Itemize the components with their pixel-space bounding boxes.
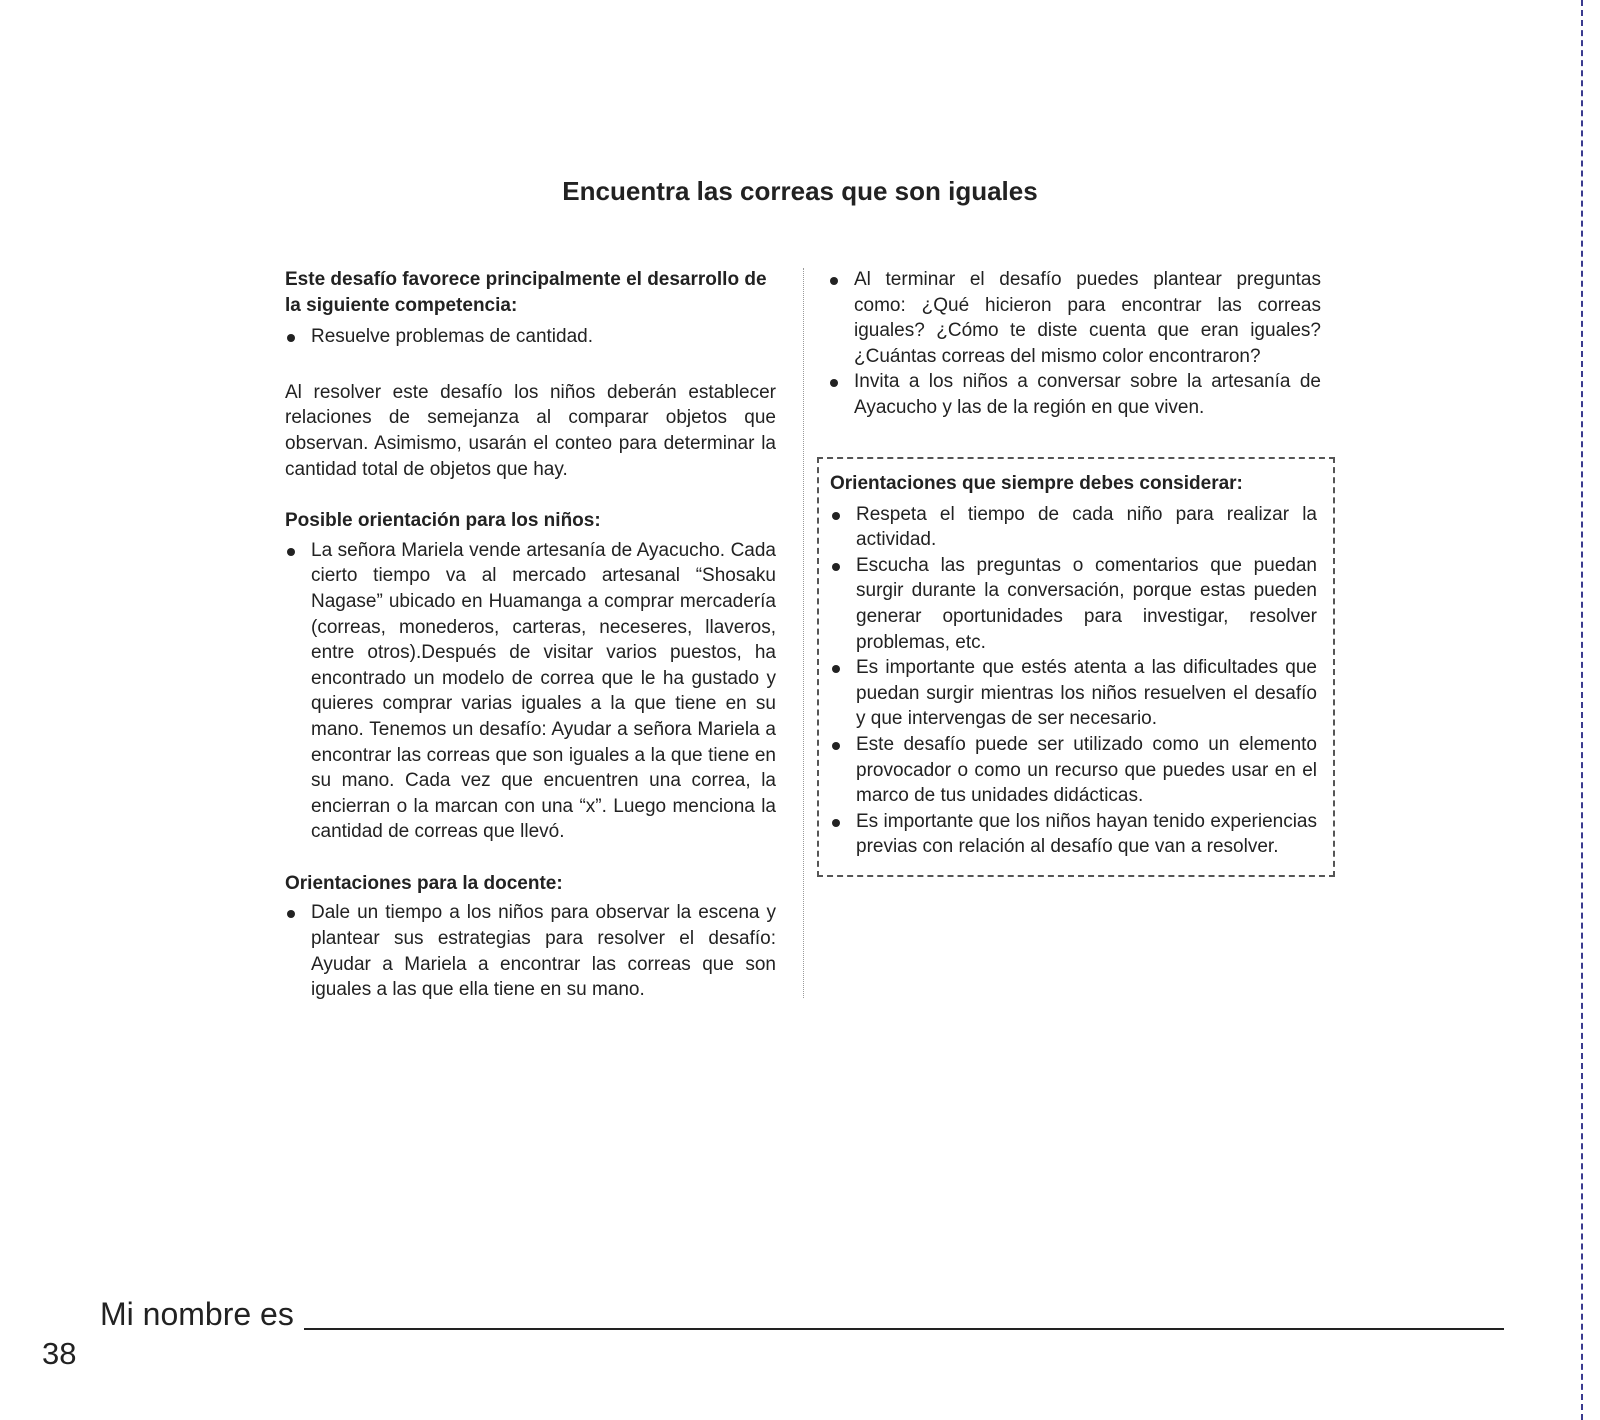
intro-paragraph: Al resolver este desafío los niños deberán establecer relaciones de semejanza al comparar objetos que observan. Asimismo, usarán el conteo para determinar la cantidad total de objetos que hay. [285,381,776,480]
bullet-icon [832,665,840,673]
bullet-icon [832,563,840,571]
kids-heading: Posible orientación para los niños: [285,510,601,532]
bullet-icon [287,548,295,556]
list-item: Es importante que estés atenta a las dificultades que puedan surgir mientras los niños resuelven el desafío y que intervengas de ser necesario. [830,655,1317,732]
bullet-icon [832,819,840,827]
bullet-icon [287,334,295,342]
bullet-icon [287,910,295,918]
list-item: Al terminar el desafío puedes plantear preguntas como: ¿Qué hicieron para encontrar las correas iguales? ¿Cómo te diste cuenta que eran iguales? ¿Cuántas correas del mismo color encontraron? [828,267,1321,369]
competency-heading: Este desafío favorece principalmente el desarrollo de la siguiente competencia: [285,269,767,316]
guidelines-box [817,457,1335,877]
guidelines-list [830,502,1317,860]
list-item: La señora Mariela vende artesanía de Ayacucho. Cada cierto tiempo va al mercado artesanal “Shosaku Nagase” ubicado en Huamanga a comprar mercadería (correas, monederos, carteras, neceseres, llaveros, entre otros).Después de visitar varios puestos, ha encontrado un modelo de correa que le ha gustado y quieres comprar varias iguales a la que tiene en su mano. Tenemos un desafío: Ayudar a señora Mariela a encontrar las correas que son iguales a la que tiene en su mano. Cada vez que encuentren una correa, la encierran o la marcan con una “x”. Luego menciona la cantidad de correas que llevó. [285,538,776,845]
teacher-heading: Orientaciones para la docente: [285,872,563,894]
bullet-icon [832,742,840,750]
bullet-icon [830,379,838,387]
page-number: 38 [42,1336,77,1371]
bullet-icon [832,512,840,520]
list-item: Escucha las preguntas o comentarios que puedan surgir durante la conversación, porque estas pueden generar oportunidades para investigar, resolver problemas, etc. [830,553,1317,655]
kids-list [285,538,776,845]
name-write-line[interactable] [304,1328,1504,1330]
list-item: Dale un tiempo a los niños para observar la escena y plantear sus estrategias para resolver el desafío: Ayudar a Mariela a encontrar las correas que son iguales a las que ella tiene en su mano. [285,900,776,1002]
list-item: Es importante que los niños hayan tenido experiencias previas con relación al desafío que van a resolver. [830,809,1317,860]
name-label: Mi nombre es [100,1296,294,1332]
guidelines-heading: Orientaciones que siempre debes considerar: [830,473,1243,494]
cut-line [1581,0,1583,1420]
right-list [828,267,1321,421]
list-item: Invita a los niños a conversar sobre la artesanía de Ayacucho y las de la región en que viven. [828,369,1321,420]
teacher-list [285,900,776,1002]
list-item: Respeta el tiempo de cada niño para realizar la actividad. [830,502,1317,553]
left-column [285,267,776,1003]
column-divider [803,268,804,998]
bullet-icon [830,277,838,285]
competency-list [285,324,776,350]
page-title: Encuentra las correas que son iguales [562,176,1038,206]
right-column [828,267,1321,421]
list-item: Resuelve problemas de cantidad. [285,324,776,350]
list-item: Este desafío puede ser utilizado como un elemento provocador o como un recurso que puedes usar en el marco de tus unidades didácticas. [830,732,1317,809]
